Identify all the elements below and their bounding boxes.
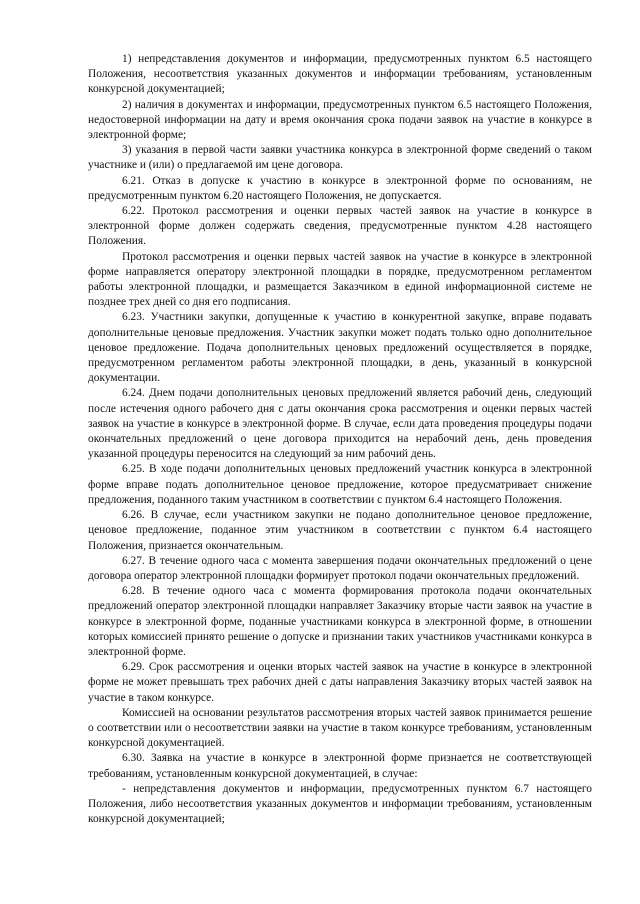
list-item-3-paragraph: 3) указания в первой части заявки участника конкурса в электронной форме сведений о таком участнике и (или) о предлагаемой им цене договора. [88,144,592,172]
clause-6-22-protocol-paragraph: Протокол рассмотрения и оценки первых частей заявок на участие в конкурсе в электронной форме направляется оператору электронной площадки в порядке, предусмотренном регламентом работы электронной площадки, и размещается Заказчиком в единой информационной системе не позднее трех дней со дня его подписания. [88,250,592,309]
clause-6-29-paragraph: 6.29. Срок рассмотрения и оценки вторых частей заявок на участие в конкурсе в электронной форме не может превышать трех рабочих дней с даты направления Заказчику вторых частей заявок на участие в таком конкурсе. [88,661,592,704]
clause-6-21-paragraph: 6.21. Отказ в допуске к участию в конкурсе в электронной форме по основаниям, не предусмотренным пунктом 6.20 настоящего Положения, не допускается. [88,174,592,202]
clause-6-26-paragraph: 6.26. В случае, если участником закупки не подано дополнительное ценовое предложение, ценовое предложение, поданное этим участником в соответствии с пунктом 6.4 настоящего Положения, признается окончательным. [88,509,592,552]
clause-6-27-paragraph: 6.27. В течение одного часа с момента завершения подачи окончательных предложений о цене договора оператор электронной площадки формирует протокол подачи окончательных предложений. [88,554,592,582]
clause-6-24-paragraph: 6.24. Днем подачи дополнительных ценовых предложений является рабочий день, следующий после истечения одного рабочего дня с даты окончания срока рассмотрения и оценки первых частей заявок на участие в конкурсе в электронной форме. В случае, если дата проведения процедуры подачи окончательных предложений о цене договора приходится на нерабочий день, день проведения указанной процедуры переносится на следующий за ним рабочий день. [88,387,592,461]
clause-6-22-paragraph: 6.22. Протокол рассмотрения и оценки первых частей заявок на участие в конкурсе в электронной форме должен содержать сведения, предусмотренные пунктом 4.28 настоящего Положения. [88,205,592,248]
clause-6-30-paragraph: 6.30. Заявка на участие в конкурсе в электронной форме признается не соответствующей требованиям, установленным конкурсной документацией, в случае: [88,752,592,780]
clause-6-23-paragraph: 6.23. Участники закупки, допущенные к участию в конкурентной закупке, вправе подавать дополнительные ценовые предложения. Участник закупки может подать только одно дополнительное ценовое предложение. Подача дополнительных ценовых предложений осуществляется в порядке, предусмотренном регламентом работы электронной площадки, в день, указанный в конкурсной документации. [88,311,592,385]
list-item-2-paragraph: 2) наличия в документах и информации, предусмотренных пунктом 6.5 настоящего Положения, недостоверной информации на дату и время окончания срока подачи заявок на участие в конкурсе в электронной форме; [88,98,592,142]
clause-6-28-paragraph: 6.28. В течение одного часа с момента формирования протокола подачи окончательных предложений оператор электронной площадки направляет Заказчику вторые части заявок на участие в конкурсе в электронной форме, поданные участниками конкурса в электронной форме, в отношении которых комиссией принято решение о допуске и признании таких участников участниками конкурса в электронной форме. [88,585,592,658]
clause-6-25-paragraph: 6.25. В ходе подачи дополнительных ценовых предложений участник конкурса в электронной форме вправе подать дополнительное ценовое предложение, которое предусматривает снижение предложения, поданного таким участником в соответствии с пунктом 6.4 настоящего Положения. [88,463,592,506]
clause-6-30-dash-item-paragraph: - непредставления документов и информации, предусмотренных пунктом 6.7 настоящего Положения, либо несоответствия указанных документов и информации требованиям, установленным конкурсной документацией; [88,782,592,826]
clause-6-29-commission-paragraph: Комиссией на основании результатов рассмотрения вторых частей заявок принимается решение о соответствии или о несоответствии заявки на участие в таком конкурсе требованиям, установленным конкурсной документацией. [88,706,592,750]
list-item-1-paragraph: 1) непредставления документов и информации, предусмотренных пунктом 6.5 настоящего Положения, несоответствия указанных документов и информации требованиям, установленным конкурсной документацией; [88,53,592,96]
